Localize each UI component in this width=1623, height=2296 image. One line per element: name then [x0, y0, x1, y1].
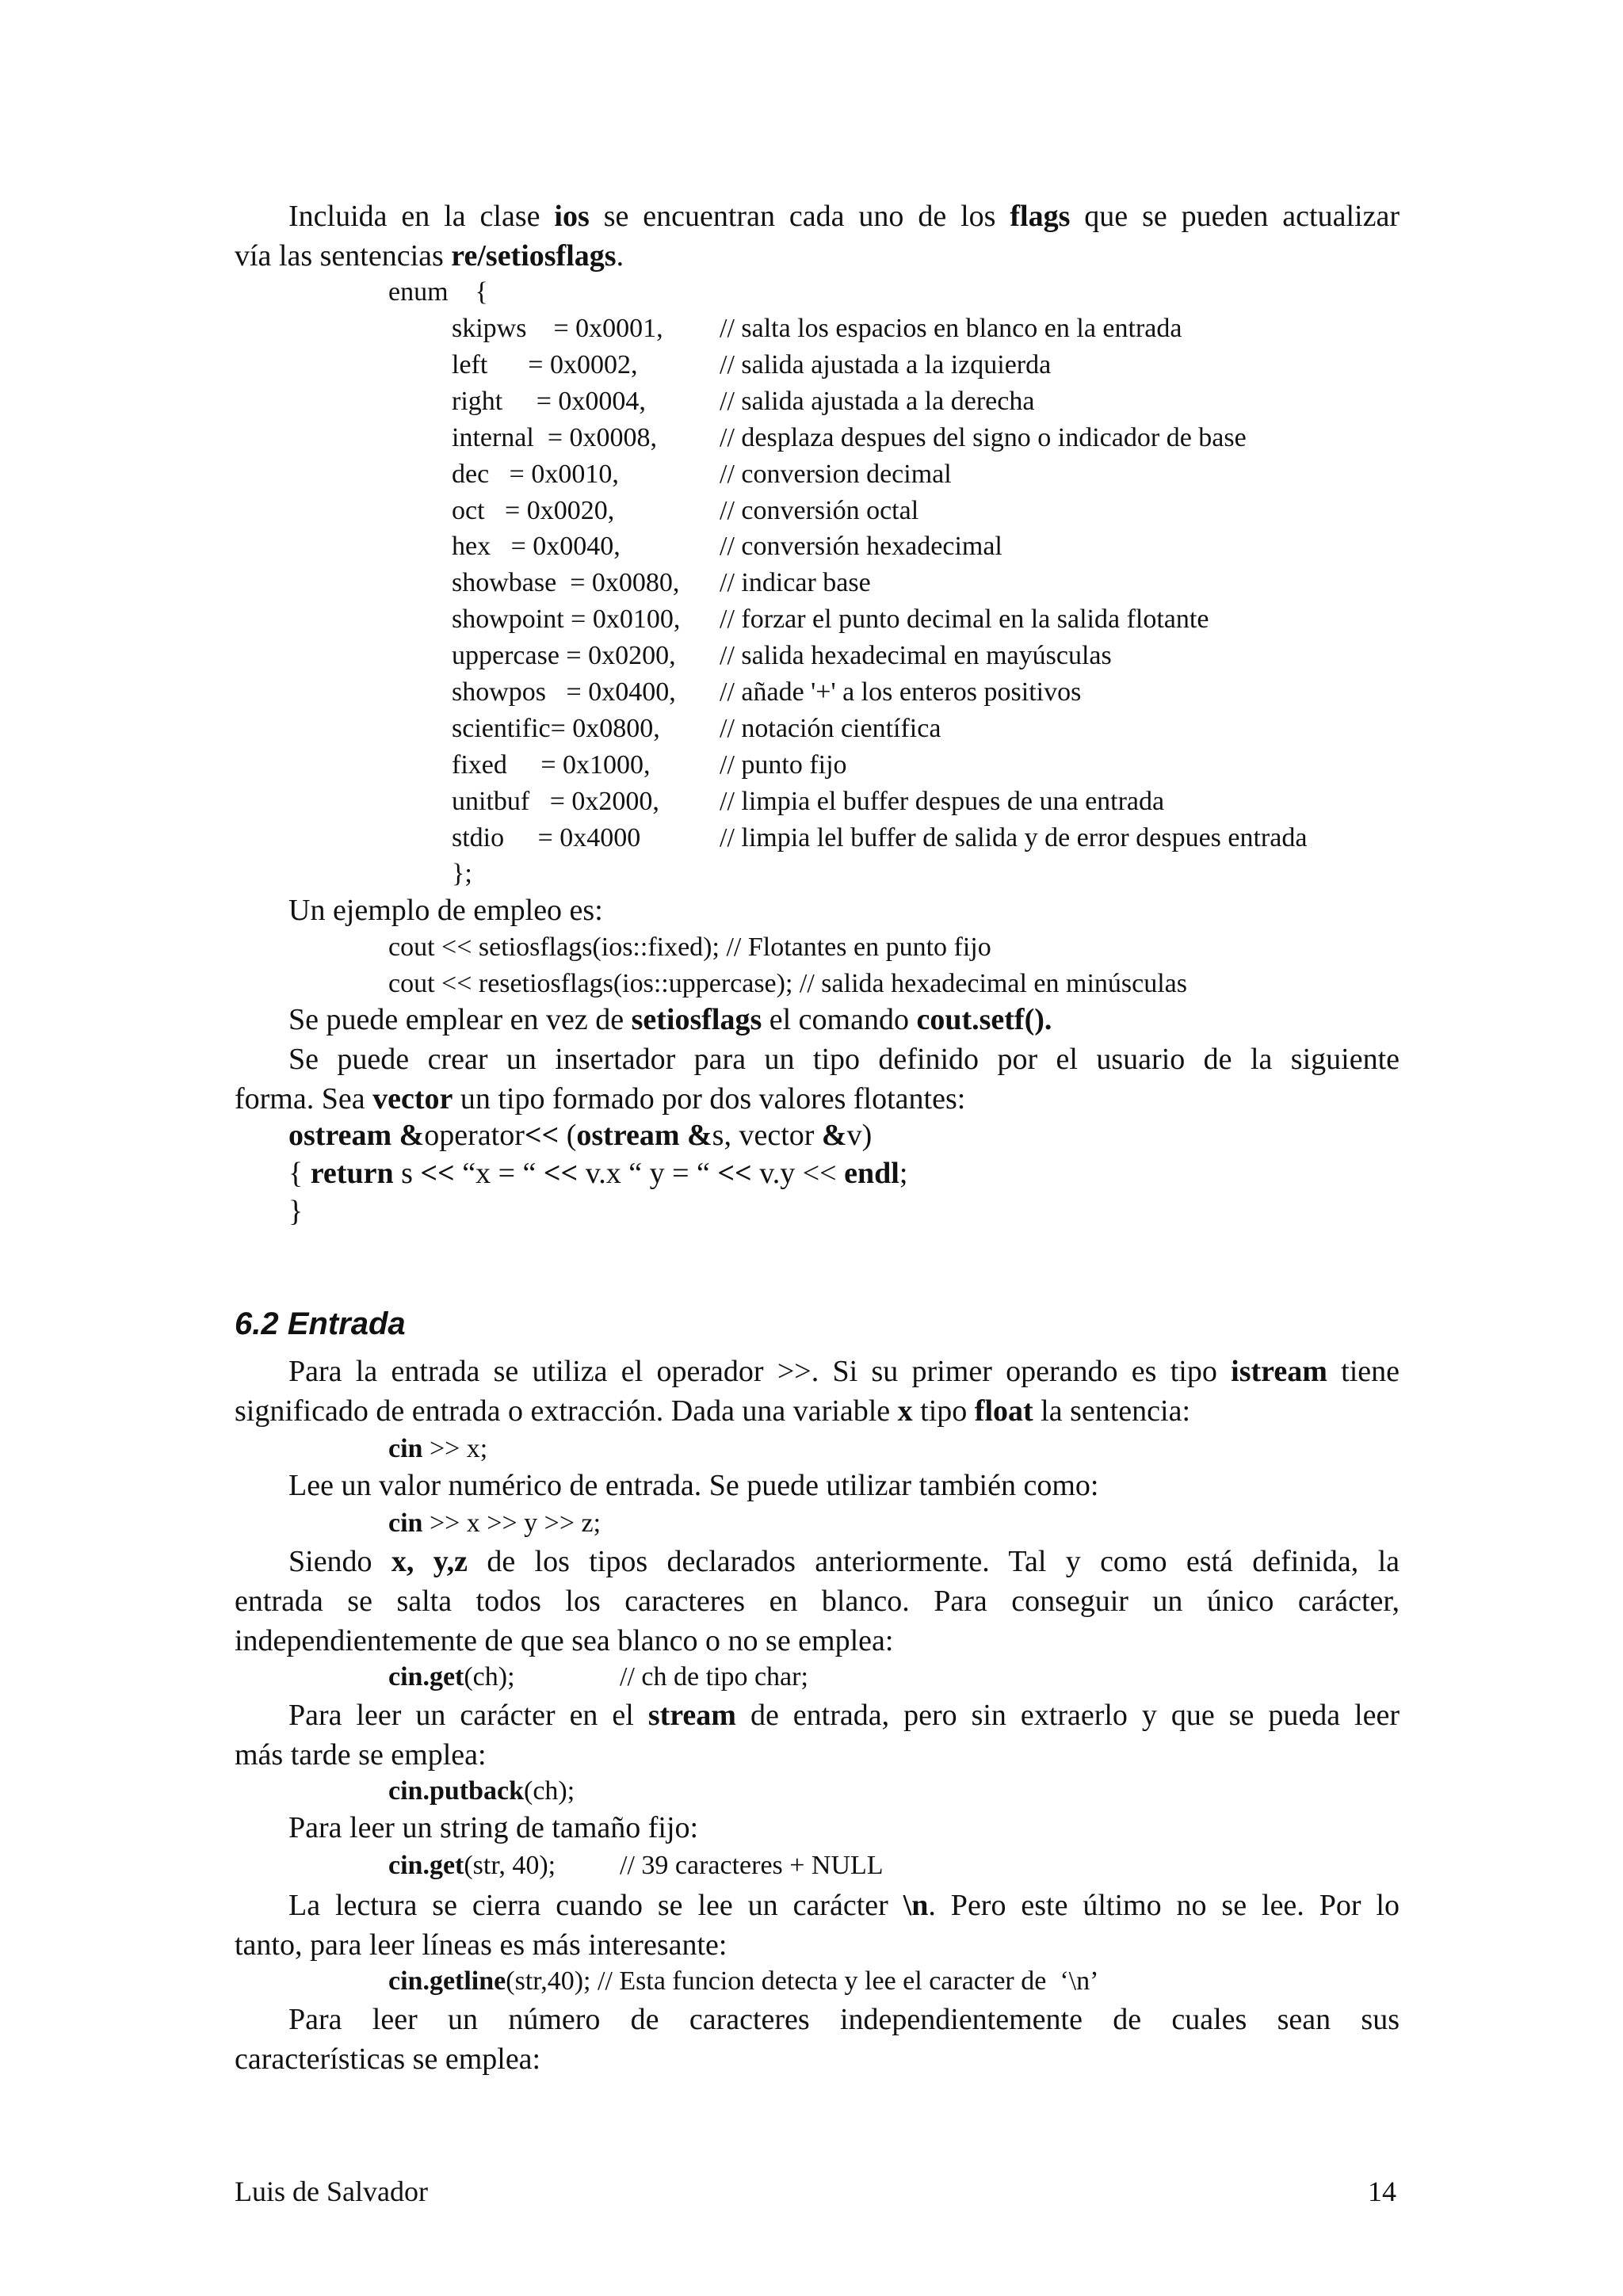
setf-line: Se puede emplear en vez de setiosflags el comando cout.setf().: [288, 1003, 1052, 1036]
enum-item-name: uppercase = 0x0200,: [452, 641, 676, 670]
code-get-1: cin.get(ch);: [388, 1662, 515, 1691]
entrada-paragraph-3: [235, 1542, 1400, 1661]
entrada-p3-line-1: Siendo x, y,z de los tipos declarados anteriormente. Tal y como está definida, la: [288, 1545, 1400, 1578]
intro-paragraph: [235, 196, 1400, 276]
enum-item-name: hex = 0x0040,: [452, 532, 621, 561]
footer-author: Luis de Salvador: [235, 2176, 428, 2207]
enum-item-comment: // limpia lel buffer de salida y de error despues entrada: [720, 823, 1308, 852]
entrada-p4-line-1: Para leer un carácter en el stream de entrada, pero sin extraerlo y que se pueda leer: [288, 1699, 1400, 1732]
enum-item-comment: // notación científica: [720, 714, 941, 743]
section-heading: 6.2 Entrada: [235, 1306, 406, 1341]
code-get-2-comment: // 39 caracteres + NULL: [620, 1851, 884, 1880]
inserter-code-3: }: [288, 1195, 304, 1228]
enum-item-comment: // salta los espacios en blanco en la entrada: [720, 314, 1182, 343]
intro-line-2: vía las sentencias re/setiosflags.: [235, 239, 624, 273]
entrada-p6-line-1: La lectura se cierra cuando se lee un carácter \n. Pero este último no se lee. Por lo: [288, 1889, 1400, 1922]
enum-item-name: stdio = 0x4000: [452, 823, 641, 852]
enum-item-name: dec = 0x0010,: [452, 460, 619, 489]
code-cin-1: cin >> x;: [388, 1434, 488, 1463]
enum-item-name: left = 0x0002,: [452, 350, 638, 379]
entrada-paragraph-7: [235, 2000, 1400, 2079]
enum-item-comment: // conversión hexadecimal: [720, 532, 1002, 561]
enum-item-comment: // conversion decimal: [720, 460, 952, 489]
entrada-p1-line-1: Para la entrada se utiliza el operador >>. Si su primer operando es tipo istream tiene: [288, 1355, 1400, 1388]
entrada-p7-line-1: Para leer un número de caracteres independientemente de cuales sean sus: [288, 2003, 1400, 2036]
example-code-2: cout << resetiosflags(ios::uppercase); // salida hexadecimal en minúsculas: [388, 969, 1187, 998]
enum-item-comment: // salida ajustada a la izquierda: [720, 350, 1052, 379]
entrada-paragraph-1: [235, 1352, 1400, 1431]
code-get-1-comment: // ch de tipo char;: [620, 1662, 808, 1691]
inserter-code-1: ostream &operator<< (ostream &s, vector &v): [288, 1119, 873, 1152]
enum-item-comment: // añade '+' a los enteros positivos: [720, 677, 1082, 707]
enum-item-comment: // forzar el punto decimal en la salida flotante: [720, 605, 1209, 634]
enum-item-comment: // indicar base: [720, 568, 871, 597]
entrada-p4-line-2: más tarde se emplea:: [235, 1738, 487, 1772]
enum-item-name: unitbuf = 0x2000,: [452, 787, 659, 816]
enum-item-comment: // conversión octal: [720, 496, 919, 525]
code-getline: cin.getline(str,40); // Esta funcion detecta y lee el caracter de ‘\n’: [388, 1966, 1099, 1996]
entrada-paragraph-2: Lee un valor numérico de entrada. Se puede utilizar también como:: [288, 1469, 1099, 1502]
example-title: Un ejemplo de empleo es:: [288, 894, 603, 927]
enum-item-comment: // punto fijo: [720, 750, 847, 780]
code-cin-2: cin >> x >> y >> z;: [388, 1508, 601, 1538]
code-putback: cin.putback(ch);: [388, 1776, 575, 1806]
entrada-p1-line-2: significado de entrada o extracción. Dada una variable x tipo float la sentencia:: [235, 1394, 1191, 1428]
enum-item-name: internal = 0x0008,: [452, 423, 658, 452]
enum-close: };: [452, 859, 472, 888]
enum-item-comment: // salida hexadecimal en mayúsculas: [720, 641, 1112, 670]
enum-item-name: fixed = 0x1000,: [452, 750, 651, 780]
enum-item-name: showpos = 0x0400,: [452, 677, 676, 707]
entrada-paragraph-6: [235, 1886, 1400, 1965]
enum-item-name: oct = 0x0020,: [452, 496, 615, 525]
enum-item-name: showpoint = 0x0100,: [452, 605, 681, 634]
enum-item-comment: // salida ajustada a la derecha: [720, 387, 1035, 416]
entrada-paragraph-4: [235, 1695, 1400, 1775]
enum-item-comment: // limpia el buffer despues de una entrada: [720, 787, 1165, 816]
entrada-p7-line-2: características se emplea:: [235, 2042, 541, 2076]
example-code-1: cout << setiosflags(ios::fixed); // Flotantes en punto fijo: [388, 933, 991, 962]
entrada-paragraph-5: Para leer un string de tamaño fijo:: [288, 1811, 699, 1844]
enum-open: enum {: [388, 277, 488, 307]
footer-page-number: 14: [1368, 2176, 1396, 2207]
enum-item-name: showbase = 0x0080,: [452, 568, 680, 597]
intro-line-1: Incluida en la clase ios se encuentran cada uno de los flags que se pueden actualizar: [288, 200, 1400, 233]
enum-item-name: skipws = 0x0001,: [452, 314, 663, 343]
inserter-line-1: Se puede crear un insertador para un tipo definido por el usuario de la siguiente: [288, 1043, 1400, 1076]
inserter-code-2: { return s << “x = “ << v.x “ y = “ << v.y << endl;: [288, 1157, 908, 1190]
enum-item-name: right = 0x0004,: [452, 387, 646, 416]
inserter-paragraph: [235, 1039, 1400, 1119]
entrada-p6-line-2: tanto, para leer líneas es más interesante:: [235, 1928, 727, 1962]
enum-item-name: scientific= 0x0800,: [452, 714, 660, 743]
entrada-p3-line-3: independientemente de que sea blanco o no se emplea:: [235, 1624, 894, 1657]
inserter-line-2: forma. Sea vector un tipo formado por dos valores flotantes:: [235, 1082, 966, 1116]
enum-item-comment: // desplaza despues del signo o indicador de base: [720, 423, 1247, 452]
entrada-p3-line-2: entrada se salta todos los caracteres en blanco. Para conseguir un único carácter,: [235, 1585, 1400, 1618]
code-get-2: cin.get(str, 40);: [388, 1851, 556, 1880]
